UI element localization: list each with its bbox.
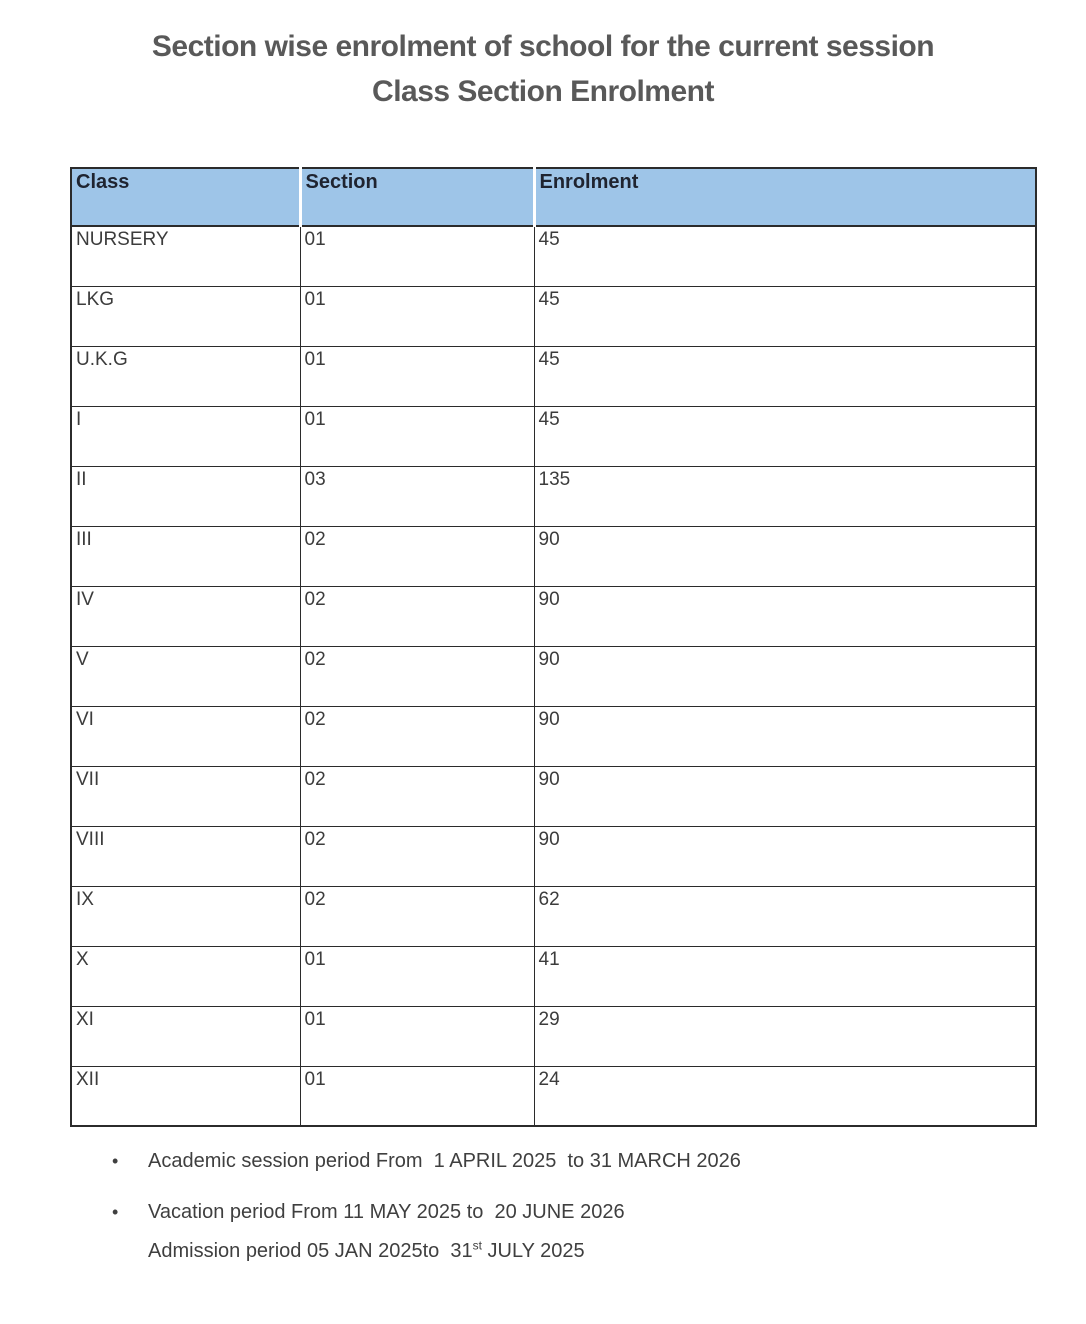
page-title-line1: Section wise enrolment of school for the current session	[151, 30, 935, 63]
table-cell: 24	[534, 1066, 1036, 1126]
table-row-x	[71, 946, 1036, 1006]
table-cell: U.K.G	[71, 346, 300, 406]
table-cell: 02	[300, 766, 534, 826]
table-cell: 02	[300, 886, 534, 946]
table-row-xi	[71, 1006, 1036, 1066]
table-cell: 01	[300, 1006, 534, 1066]
table-cell: X	[71, 946, 300, 1006]
note-admission-period	[112, 1238, 1086, 1264]
table-cell: 02	[300, 646, 534, 706]
page-title-line2: Class Section Enrolment	[372, 75, 714, 108]
table-cell: 01	[300, 406, 534, 466]
table-cell: 90	[534, 526, 1036, 586]
table-header-row	[71, 168, 1036, 226]
note-academic-session	[112, 1148, 1086, 1174]
table-cell: VIII	[71, 826, 300, 886]
table-cell: 45	[534, 286, 1036, 346]
table-row-lkg	[71, 286, 1036, 346]
table-cell: 90	[534, 646, 1036, 706]
table-cell: I	[71, 406, 300, 466]
bullet-icon: •	[112, 1202, 119, 1222]
table-cell: XI	[71, 1006, 300, 1066]
table-cell: NURSERY	[71, 226, 300, 286]
table-cell: III	[71, 526, 300, 586]
table-cell: IX	[71, 886, 300, 946]
table-cell: 29	[534, 1006, 1036, 1066]
enrolment-table	[70, 167, 1037, 1127]
table-cell: 135	[534, 466, 1036, 526]
table-cell: VI	[71, 706, 300, 766]
bullet-icon: •	[112, 1151, 119, 1171]
table-cell: 01	[300, 946, 534, 1006]
table-cell: 45	[534, 226, 1036, 286]
table-cell: XII	[71, 1066, 300, 1126]
table-cell: 01	[300, 1066, 534, 1126]
table-cell: 01	[300, 286, 534, 346]
table-cell: 90	[534, 826, 1036, 886]
table-cell: 02	[300, 526, 534, 586]
table-cell: 01	[300, 226, 534, 286]
note-vacation-period	[112, 1199, 1086, 1225]
note-admission-period-text	[148, 1238, 585, 1264]
table-row-iv	[71, 586, 1036, 646]
table-cell: 90	[534, 766, 1036, 826]
note-academic-session-text: Academic session period From 1 APRIL 2025 to 31 MARCH 2026	[148, 1150, 741, 1172]
table-cell: LKG	[71, 286, 300, 346]
table-cell: V	[71, 646, 300, 706]
table-cell: 02	[300, 706, 534, 766]
table-row-viii	[71, 826, 1036, 886]
column-header-enrolment: Enrolment	[534, 168, 1036, 226]
column-header-section: Section	[300, 168, 534, 226]
admission-ordinal: st	[472, 1238, 482, 1253]
table-cell: 41	[534, 946, 1036, 1006]
table-cell: VII	[71, 766, 300, 826]
table-row-nursery	[71, 226, 1036, 286]
table-cell: II	[71, 466, 300, 526]
table-cell: 45	[534, 406, 1036, 466]
table-row-xii	[71, 1066, 1036, 1126]
table-cell: 90	[534, 586, 1036, 646]
table-row-ix	[71, 886, 1036, 946]
table-row-iii	[71, 526, 1036, 586]
table-row-i	[71, 406, 1036, 466]
column-header-class: Class	[71, 168, 300, 226]
table-row-v	[71, 646, 1036, 706]
table-cell: 01	[300, 346, 534, 406]
table-cell: 62	[534, 886, 1036, 946]
notes-section	[112, 1148, 1086, 1264]
table-cell: 45	[534, 346, 1036, 406]
table-row-ukg	[71, 346, 1036, 406]
table-row-vii	[71, 766, 1036, 826]
table-cell: 02	[300, 586, 534, 646]
admission-prefix: Admission period 05 JAN 2025to 31	[148, 1240, 473, 1262]
admission-suffix: JULY 2025	[481, 1240, 585, 1262]
table-cell: 02	[300, 826, 534, 886]
table-cell: 90	[534, 706, 1036, 766]
table-row-ii	[71, 466, 1036, 526]
table-cell: 03	[300, 466, 534, 526]
page-title	[0, 0, 1086, 114]
table-cell: IV	[71, 586, 300, 646]
note-vacation-period-text: Vacation period From 11 MAY 2025 to 20 JUNE 2026	[148, 1201, 625, 1223]
table-row-vi	[71, 706, 1036, 766]
